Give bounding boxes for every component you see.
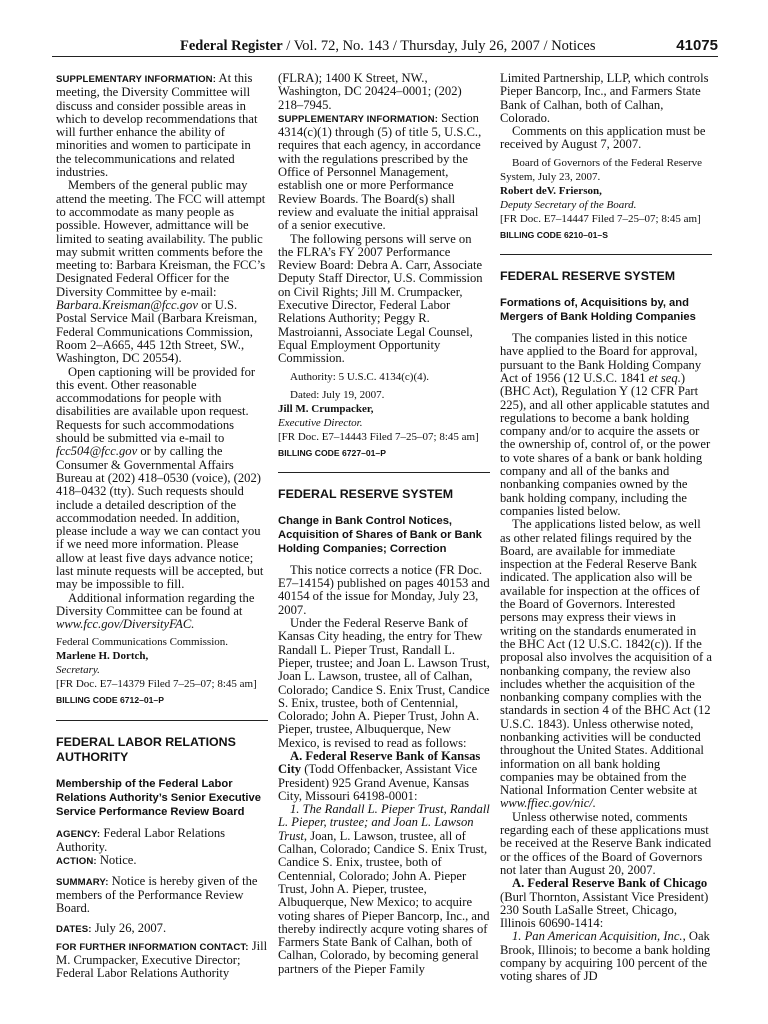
paragraph: Comments on this application must be received by August 7, 2007. (500, 124, 706, 152)
section-label: DATES: (56, 923, 92, 935)
section-label: ACTION: (56, 856, 97, 868)
agency-heading: FEDERAL RESERVE SYSTEM (278, 486, 454, 501)
signer-title-text: Executive Director. (278, 416, 363, 429)
signer-name: Robert deV. Frierson, (500, 184, 602, 197)
signer-title-text: Deputy Secretary of the Board. (500, 198, 637, 211)
paragraph: Under the Federal Reserve Bank of Kansas City heading, the entry for Thew Randall L. Pieper Trust, Randall L. Pieper, trustee; and Joan L. Lawson Trust, Joan L. Lawson, trustee, all of Calhan, Colorado; Candice S. Enix Trust, Candice S. Enix, trustee, both of Centennial, Colorado; John A. Pieper Trust, John A. Pieper, trustee, Albuquerque, New Mexico, is revised to read as follows: (278, 616, 490, 750)
reserve-bank-name: A. Federal Reserve Bank of Kansas City (278, 748, 481, 777)
paragraph-text: The applications listed below, as well as other related filings required by the Board, are available for immediate inspection at the Federal Reserve Bank indicated. The application also will be available for inspection at the offices of the Board of Governors. Interested persons may express their views in writing on the standards enumerated in the BHC Act (12 U.S.C. 1842(c)). If the proposal also involves the acquisition of a nonbanking company, the review also includes whether the acquisition of the nonbanking company complies with the standards in section 4 of the BHC Act (12 U.S.C. 1843). Unless otherwise noted, nonbanking activities will be conducted throughout the United States. Additional information on all bank holding companies may be obtained from the National Information Center website at (500, 517, 712, 798)
authority-line: Authority: 5 U.S.C. 4134(c)(4). (290, 370, 430, 383)
paragraph-text: At this meeting, the Diversity Committee will discuss and consider possible areas in which to develop recommendations that will further enhance the ability of minorities and women to participate in the telecommunications and related industries. (56, 71, 258, 180)
paragraph-text: or U.S. Postal Service Mail (Barbara Kreisman, Federal Communications Commission, Room 2–A665, 445 12th Street, SW., Washington, DC 20554). (56, 298, 258, 366)
issue-details: / Vol. 72, No. 143 / Thursday, July 26, 2007 / Notices (282, 38, 596, 54)
paragraph (56, 940, 268, 981)
billing-code: BILLING CODE 6712–01–P (56, 695, 164, 706)
paragraph: Limited Partnership, LLP, which controls Pieper Bancorp, Inc., and Farmers State Bank of Calhan, both of Calhan, Colorado. (500, 71, 709, 125)
paragraph-text: Section 4314(c)(1) through (5) of title 5, U.S.C., requires that each agency, in accordance with the regulations prescribed by the Office of Personnel Management, establish one or more Performance Review Boards. The Board(s) shall review and evaluate the initial appraisal of a senior executive. (278, 110, 482, 233)
paragraph-text: , Joan, L. Lawson, trustee, all of Calhan, Colorado; Candice S. Enix Trust, Candice S. Enix, trustee, both of Centennial, Colorado; John A. Pieper Trust, John A. Pieper, trustee, Albuquerque, New Mexico; to acquire voting shares of Pieper Bancorp, Inc., and thereby indirectly acqure voting shares of Farmers State Bank of Calhan, both of Calhan, Colorado, by becoming general partners of the Pieper Family (278, 828, 490, 976)
subject-heading: Change in Bank Control Notices, Acquisition of Shares of Bank or Bank Holding Companies; Correction (278, 514, 482, 555)
section-divider (278, 472, 490, 473)
dated-line: Dated: July 19, 2007. (290, 388, 385, 401)
paragraph-text: , Oak Brook, Illinois; to become a bank holding company by acquiring 100 percent of the voting shares of JD (500, 929, 711, 984)
section-label: SUMMARY: (56, 876, 109, 888)
paragraph (500, 930, 712, 983)
paragraph (500, 877, 712, 930)
running-header (52, 34, 718, 57)
agency-line: Federal Communications Commission. (56, 636, 229, 649)
paragraph (278, 112, 490, 233)
paragraph-text: Notice is hereby given of the members of the Performance Review Board. (56, 873, 258, 916)
signer-title (500, 198, 712, 212)
signer-title (278, 416, 490, 430)
paragraph-text: Notice. (96, 853, 137, 868)
paragraph-text: (Todd Offenbacker, Assistant Vice President) 925 Grand Avenue, Kansas City, Missouri 64198-0001: (278, 762, 478, 803)
paragraph (500, 518, 712, 811)
paragraph (56, 827, 268, 855)
web-link: www.ffiec.gov/nic/. (500, 796, 596, 811)
paragraph (56, 179, 268, 365)
paragraph (56, 875, 268, 916)
signer-title-text: Secretary. (56, 664, 100, 677)
applicant-name: 1. Pan American Acquisition, Inc. (512, 929, 683, 944)
paragraph-text: (Burl Thornton, Assistant Vice President) 230 South LaSalle Street, Chicago, Illinois 60690-1414: (500, 889, 709, 931)
billing-code: BILLING CODE 6727–01–P (278, 447, 386, 458)
running-head (180, 38, 596, 55)
signer-title (56, 663, 268, 677)
signer-name: Marlene H. Dortch, (56, 650, 149, 663)
paragraph-text: ) (BHC Act), Regulation Y (12 CFR Part 225), and all other applicable statutes and regulations to become a bank holding company and/or to acquire the assets or the ownership of, control of, or the power to vote shares of a bank or bank holding company and all of the banks and nonbanking companies owned by the bank holding company, including the companies listed below. (500, 370, 711, 518)
board-line: Board of Governors of the Federal Reserve System, July 23, 2007. (500, 156, 702, 183)
paragraph-text: July 26, 2007. (91, 920, 167, 935)
paragraph (56, 592, 268, 632)
paragraph-text: Additional information regarding the Diversity Committee can be found at (56, 590, 255, 618)
latin-term: et seq. (648, 370, 681, 385)
paragraph: Unless otherwise noted, comments regarding each of these applications must be received at the Reserve Bank indicated or the offices of the Board of Governors not later than August 20, 2007. (500, 809, 712, 877)
web-link: www.fcc.gov/DiversityFAC. (56, 617, 195, 632)
paragraph: (FLRA); 1400 K Street, NW., Washington, DC 20424–0001; (202) 218–7945. (278, 71, 462, 112)
paragraph (500, 332, 712, 518)
billing-code: BILLING CODE 6210–01–S (500, 229, 608, 240)
paragraph (56, 366, 268, 592)
column-2 (278, 72, 490, 976)
column-3 (500, 72, 712, 984)
paragraph (56, 922, 268, 936)
email-link: Barbara.Kreisman@fcc.gov (56, 298, 198, 313)
section-divider (500, 254, 712, 255)
section-divider (56, 720, 268, 721)
section-label: AGENCY: (56, 828, 101, 840)
paragraph: The following persons will serve on the FLRA’s FY 2007 Performance Review Board: Debra A. Carr, Associate Deputy Staff Director, U.S. Commission on Civil Rights; Jill M. Crumpacker, Executive Director, Federal Labor Relations Authority; Peggy R. Mastroianni, Associate Legal Counsel, Equal Employment Opportunity Commission. (278, 231, 483, 366)
fr-doc-line: [FR Doc. E7–14443 Filed 7–25–07; 8:45 am] (278, 430, 479, 443)
section-label: SUPPLEMENTARY INFORMATION: (278, 113, 439, 125)
paragraph-text: Members of the general public may attend the meeting. The FCC will attempt to accommodate as many people as possible. However, admittance will be limited to seating availability. The public may submit written comments before the meeting to: Barbara Kreisman, the FCC’s Designated Federal Officer for the Diversity Committee by e-mail: (56, 178, 266, 299)
paragraph: This notice corrects a notice (FR Doc. E7–14154) published on pages 40153 and 40154 of the issue for Monday, July 23, 2007. (278, 562, 490, 617)
paragraph (278, 803, 490, 976)
paragraph-text: or by calling the Consumer & Governmental Affairs Bureau at (202) 418–0530 (voice), (202) 418–0432 (tty). Such requests should include a detailed description of the accommodation needed. In addition, please include a way we can contact you if we need more information. Please allow at least five days advance notice; last minute requests will be accepted, but may be impossible to fill. (56, 444, 264, 592)
paragraph-text: Federal Labor Relations Authority. (56, 825, 226, 855)
paragraph (56, 854, 268, 868)
document-page (52, 34, 718, 1024)
paragraph-text: The companies listed in this notice have applied to the Board for approval, pursuant to the Bank Holding Company Act of 1956 (12 U.S.C. 1841 (500, 331, 702, 385)
subject-heading: Formations of, Acquisitions by, and Mergers of Bank Holding Companies (500, 297, 696, 324)
section-label: FOR FURTHER INFORMATION CONTACT: (56, 941, 249, 953)
paragraph-text: Jill M. Crumpacker, Executive Director; Federal Labor Relations Authority (56, 938, 268, 981)
agency-heading: FEDERAL RESERVE SYSTEM (500, 269, 676, 284)
reserve-bank-name: A. Federal Reserve Bank of Chicago (512, 876, 708, 891)
paragraph (278, 750, 490, 803)
fr-doc-line: [FR Doc. E7–14447 Filed 7–25–07; 8:45 am] (500, 212, 701, 225)
email-link: fcc504@fcc.gov (56, 444, 138, 459)
column-1 (56, 72, 268, 981)
paragraph (56, 72, 268, 179)
subject-heading: Membership of the Federal Labor Relations Authority’s Senior Executive Service Performance Review Board (56, 777, 261, 818)
paragraph-text: Open captioning will be provided for this event. Other reasonable accommodations for people with disabilities are available upon request. Requests for such accommodations should be submitted via e-mail to (56, 364, 256, 446)
signer-name: Jill M. Crumpacker, (278, 402, 374, 415)
agency-heading: FEDERAL LABOR RELATIONS AUTHORITY (56, 734, 236, 764)
journal-name: Federal Register (180, 38, 283, 54)
fr-doc-line: [FR Doc. E7–14379 Filed 7–25–07; 8:45 am] (56, 678, 257, 691)
applicant-name: 1. The Randall L. Pieper Trust, Randall L. Pieper, trustee; and Joan L. Lawson Trust (278, 802, 490, 843)
page-number: 41075 (676, 37, 718, 54)
section-label: SUPPLEMENTARY INFORMATION: (56, 74, 217, 85)
